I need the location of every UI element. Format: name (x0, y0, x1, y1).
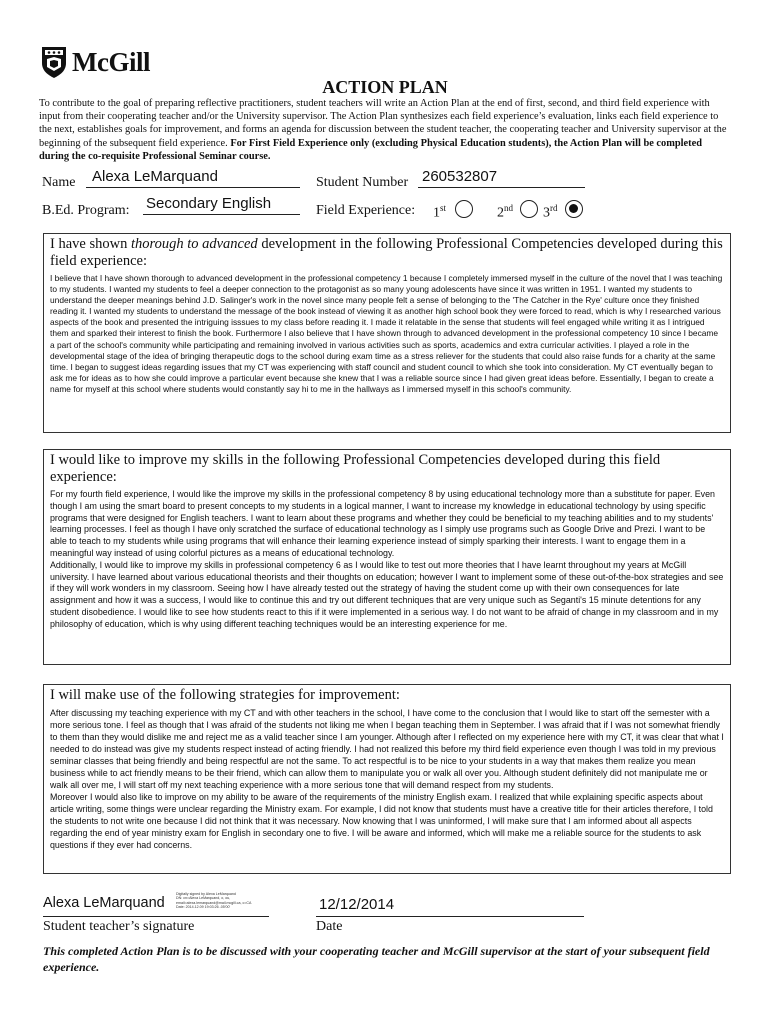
section1-heading: I have shown thorough to advanced development in the following Professional Competencies developed during this field experience: (50, 236, 723, 269)
field-experience-option-2: 2nd (497, 203, 513, 221)
section3-heading: I will make use of the following strategies for improvement: (50, 687, 400, 703)
signature-name: Alexa LeMarquand (43, 895, 165, 911)
field-experience-label: Field Experience: (316, 203, 416, 218)
section2-heading: I would like to improve my skills in the following Professional Competencies developed during this field experience: (50, 452, 661, 485)
competencies-developed-text[interactable]: I believe that I have shown thorough to advanced development in the professional competency 1 because I completely immersed myself in the culture of the novel that I was teaching to my students. I wanted my students to feel a deeper connection to the protagonist as so many young adolescents have since it was written in 1951. I wanted my students to understand the deeper meanings behind J.D. Salinger's work in the novel since many people felt a sense of belonging to the 'The Catcher in the Rye' culture once they finished reading it. I wanted my students to understand the message of the book instead of viewing it as another high school book they were forced to read, which is why I researched various aspects of the book and presented the intriguing isssues to my class before reading it. I made it relatable in the sense that students will feel engaged while writing it as I intrigued them and sparked their interest to finish the book. Furthermore I also believe that I have shown through to advanced development in the professional competency 10 since I became a part of the school's community while participating and remaining involved in various activities such as sports, academics and extra curricular activities. I played a role in the developmental stage of the idea of bringing therapeutic dogs to the school during exam time as a stress reliever for the students that could also raise funds for a charity at the same time. I began to suggest ideas regarding issues that my CT was experiencing with staff council and student council to which she took into consideration. My CT eventually began to ask me for ideas as to how she could improve a particular event because she knew that I was a reliable source since I had given great ideas before. Essentially, I began to create a name for myself at this school where students would constantly say hi to me in the hallways as I immersed myself in this school's community. (50, 273, 723, 394)
strategies-section (43, 684, 731, 874)
intro-text: To contribute to the goal of preparing reflective practitioners, student teachers will write an Action Plan at the end of first, second, and third field experience with input from their cooperating teacher and/or the University supervisor. The Action Plan synthesizes each field experience’s evaluation, links each field experience to the next, establishes goals for improvement, and forms an agenda for discussion between the student teacher, the cooperating teacher and University supervisor at the beginning of the subsequent field experience. (39, 98, 727, 149)
field-experience-2nd-radio[interactable] (520, 200, 538, 218)
competencies-to-improve-text[interactable]: For my fourth field experience, I would like the improve my skills in the professional competency 8 by using educational technology more than a substitute for paper. Even though I am using the smart board to present concepts to my students in a logical manner, I want to increase my knowledge in educational technology by using specific programs that were designed for English teachers. I want to learn about these programs and whether they could be beneficial to my teaching abilities and to my students' learning processes. I feel as though I have only scratched the surface of educational technology as I simply use programs such as Google Drive and Prezi. I want to be able to teach to my students while using programs that will enhance their learning experience instead of simply sparking their interests. I want to engage them in a meaningful way instead of using colorful pictures as a means of educational technology. Additionally, I would like to improve my skills in professional competency 6 as I would like to test out more theories that I have learnt throughout my years at McGill university. I have learned about various educational theorists and their thoughts on education; however I want to implement some of these out-of-the-box strategies and see if they will work wonders in my classroom. Seeing how I have already tested out the strategy of having the student come up with their own consequences for late assignment and how it was a success, I would like to continue this and try out different techniques that are very unique such as Seganti's 15 minute detentions for any student disobedience. I would like to see how students react to this if it were implemented in a serious way. I do not want to be afraid of change in my classroom and in my philosophy of education, which is why using different teaching techniques would be an interesting experience for me. (50, 489, 724, 629)
mcgill-crest-icon (40, 45, 68, 79)
strategies-text[interactable]: After discussing my teaching experience with my CT and with other teachers in the school, I have come to the conclusion that I would like to start off the semester with a more serious tone. I feel as though that I was afraid of the students not liking me when I began teaching them in September. I was afraid that if I was not somewhat friendly to them than they would dislike me and reject me as a valid teacher since I am younger. Although after I reflected on my experience here with my CT, it was clear that what I needed to do instead was give my students respect instead of acting friendly. I had not realized this before my third field experience even though I was told in my previous seminar classes that being friendly and being respectful are not the same. To act respectful is to be nice to your students in a way that makes them realize you mean business while to act friendly means to be their friend, which can allow them to manipulate you or walk all over you. Although student definitely did not manipulate me or walk all over me, I will start off my next teaching experience with a more serious tone that will demand respect from my students. Moreover I would also like to improve on my ability to be aware of the requirements of the ministry English exam. I realized that while explaining specific aspects about article writing, some things were unclear regarding the Ministry exam. For example, I did not know that students must have a creative title for their articles therefore, I told the students to not write one because I did not think that it was necessary. Now knowing that I was uninformed, I will make sure that I am informed about all aspects regarding the end of year ministry exam for English in secondary one to five. I will be aware and informed, which will make me a reliable source for the students to ask questions if they ever had concerns. (50, 708, 724, 850)
student-number-field[interactable] (418, 168, 585, 188)
footer-note: This completed Action Plan is to be discussed with your cooperating teacher and McGill supervisor at the start of your subsequent field experience. (43, 944, 710, 974)
name-label: Name (42, 175, 76, 190)
field-experience-option-3: 3rd (543, 203, 558, 221)
digital-signature-details: Digitally signed by Alexa LeMarquand DN: cn=Alexa LeMarquand, o, ou, email=alexa.lemarquand@mail.mcgill.ca, c=CA Date: 2014.12.09 19:03:26 -05'00' (176, 892, 252, 910)
intro-bold-text: For First Field Experience only (excluding Physical Education students), the Action Plan will be completed during the co-requisite Professional Seminar course. (39, 137, 703, 162)
field-experience-option-1: 1st (433, 203, 447, 221)
field-experience-1st-radio[interactable] (455, 200, 473, 218)
logo-wordmark: McGill (72, 46, 150, 77)
field-experience-3rd-radio[interactable] (565, 200, 583, 218)
page-title: ACTION PLAN (322, 77, 448, 97)
student-number-label: Student Number (316, 175, 409, 190)
date-value: 12/12/2014 (319, 896, 395, 913)
intro-paragraph (39, 97, 729, 163)
competencies-developed-section (43, 233, 731, 433)
program-label: B.Ed. Program: (42, 203, 130, 218)
name-field[interactable] (86, 168, 300, 188)
signature-label: Student teacher’s signature (43, 919, 195, 934)
student-number-value: 260532807 (422, 168, 498, 185)
date-field[interactable] (316, 894, 584, 917)
competencies-to-improve-section (43, 449, 731, 665)
mcgill-logo (40, 42, 150, 82)
signature-field[interactable] (43, 890, 269, 917)
date-label: Date (316, 919, 343, 934)
program-value: Secondary English (146, 195, 272, 212)
program-field[interactable] (143, 194, 300, 215)
name-value: Alexa LeMarquand (92, 168, 218, 185)
